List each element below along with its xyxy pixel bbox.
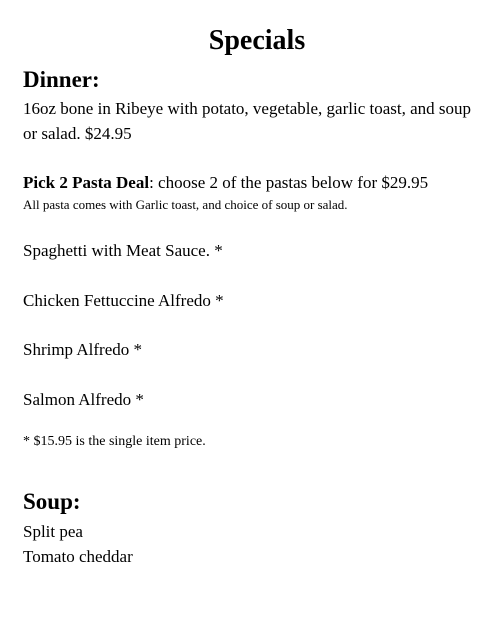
pasta-deal-text: : choose 2 of the pastas below for $29.95: [149, 173, 429, 192]
single-item-price-note: * $15.95 is the single item price.: [23, 434, 206, 449]
soup-heading-text: Soup: [23, 489, 73, 514]
pasta-deal: [23, 170, 478, 195]
pasta-item: Chicken Fettuccine Alfredo *: [23, 291, 224, 310]
soup-heading-suffix: :: [72, 489, 81, 514]
pasta-note: All pasta comes with Garlic toast, and choice of soup or salad.: [23, 197, 348, 212]
dinner-heading-text: Dinner:: [23, 67, 100, 92]
soup-heading: [23, 488, 81, 516]
pasta-item: Salmon Alfredo *: [23, 390, 144, 409]
pasta-item: Spaghetti with Meat Sauce. *: [23, 241, 223, 260]
page-title: Specials: [208, 25, 306, 56]
pasta-deal-label: Pick 2 Pasta Deal: [23, 173, 150, 192]
soup-item: Split pea: [23, 522, 83, 541]
dinner-heading: [23, 66, 100, 94]
soup-item: Tomato cheddar: [23, 547, 133, 566]
dinner-description: 16oz bone in Ribeye with potato, vegetable, garlic toast, and soup or salad. $24.95: [23, 99, 472, 143]
pasta-item: Shrimp Alfredo *: [23, 340, 142, 359]
